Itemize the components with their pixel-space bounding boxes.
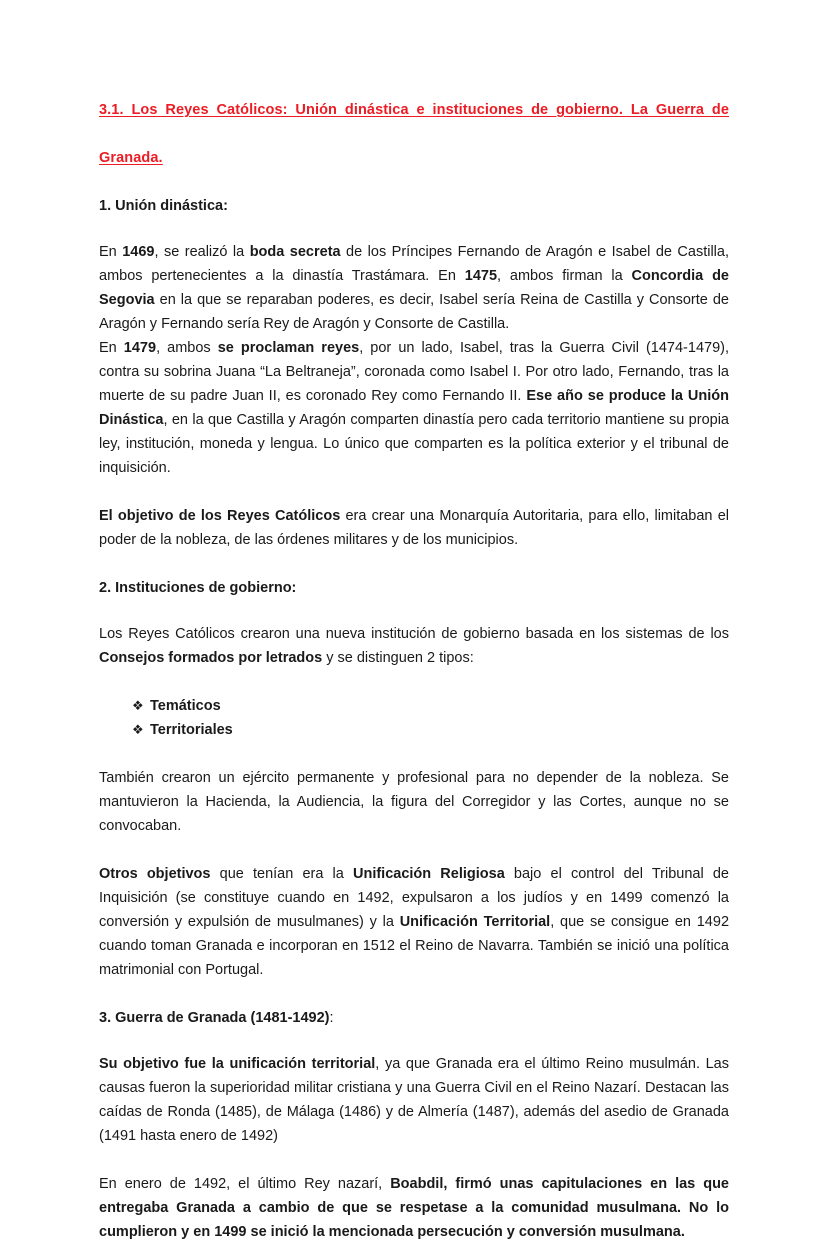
spacer [99,480,729,504]
text-run-bold: Ese año se produce la Unión Dinástica [99,388,729,428]
spacer [99,218,729,240]
paragraph-union-dinastica-2 [99,336,729,480]
text-run-bold: Otros objetivos [99,866,211,882]
text-run: , se realizó la [154,244,250,260]
text-run-bold: Unificación Territorial [399,914,551,930]
text-run-bold: Su objetivo fue la unificación territorial [99,1056,376,1072]
heading-text-tail: : [329,1010,334,1026]
text-run: , en la que Castilla y Aragón comparten dinastía pero cada territorio mantiene su propia ley, institución, moneda y lengua. Lo único que comparten es la política exterior y el tribunal de inquisición. [99,412,729,476]
text-run: que tenían era la [210,866,353,882]
spacer [99,600,729,622]
paragraph-union-dinastica-1 [99,240,729,336]
heading-text-bold: 3. Guerra de Granada (1481-1492) [99,1010,330,1026]
diamond-bullet-icon: ❖ [132,698,144,713]
list-item-label: Temáticos [150,698,221,714]
document-content [99,98,729,1244]
text-run: En [99,244,123,260]
list-item [99,694,729,718]
text-run-bold: se proclaman reyes [217,340,360,356]
text-run: , ya que Granada era el último Reino musulmán. Las causas fueron la superioridad militar cristiana y una Guerra Civil en el Reino Nazarí. Destacan las caídas de Ronda (1485), de Málaga (1486) y de Almería (1487), además del asedio de Granada (1491 hasta enero de 1492) [99,1056,730,1144]
text-run-bold: 1469 [122,244,155,260]
spacer [99,1148,729,1172]
paragraph-ejercito-permanente: También crearon un ejército permanente y profesional para no depender de la nobleza. Se mantuvieron la Hacienda, la Audiencia, la figura del Corregidor y las Cortes, aunque no se convocaban. [99,770,729,834]
text-run-bold: boda secreta [249,244,341,260]
text-run: de los Príncipes Fernando de Aragón e Isabel de Castilla, ambos pertenecientes a la dinastía Trastámara. En [99,244,729,284]
text-run: , que se consigue en 1492 cuando toman Granada e incorporan en 1512 el Reino de Navarra. También se inició una política matrimonial con Portugal. [99,914,730,978]
paragraph-guerra-granada-1 [99,1052,729,1148]
heading-guerra-granada [99,1006,729,1030]
document-title-line-1: 3.1. Los Reyes Católicos: Unión dinástica e instituciones de gobierno. La Guerra de [99,102,729,118]
spacer [99,742,729,766]
text-run: Los Reyes Católicos crearon una nueva institución de gobierno basada en los sistemas de los [99,626,729,642]
paragraph-otros-objetivos [99,862,729,982]
diamond-bullet-icon: ❖ [132,722,144,737]
text-run: y se distinguen 2 tipos: [322,650,474,666]
list-item [99,718,729,742]
heading-union-dinastica: 1. Unión dinástica: [99,198,228,214]
document-title-line-2: Granada. [99,150,163,166]
text-run: , ambos firman la [497,268,632,284]
text-run: bajo el control del Tribunal de Inquisición (se constituye cuando en 1492, expulsaron a los judíos y en 1499 comenzó la conversión y expulsión de musulmanes) y la [99,866,729,930]
text-run-bold: Unificación Religiosa [353,866,505,882]
list-item-label: Territoriales [150,722,233,738]
text-run-bold: El objetivo de los Reyes Católicos [99,508,341,524]
text-run: En [99,340,124,356]
spacer [99,670,729,694]
text-run: , ambos [156,340,218,356]
text-run-bold: 1479 [123,340,157,356]
spacer [99,838,729,862]
text-run: en la que se reparaban poderes, es decir, Isabel sería Reina de Castilla y Consorte de Aragón y Fernando sería Rey de Aragón y Consorte de Castilla. [99,292,729,332]
text-run-bold: Concordia de Segovia [99,268,729,308]
text-run: , por un lado, Isabel, tras la Guerra Civil (1474-1479), contra su sobrina Juana “La Beltraneja”, coronada como Isabel I. Por otro lado, Fernando, tras la muerte de su padre Juan II, es coronado Rey como Fernando II. [99,340,730,404]
paragraph-objetivo-reyes-catolicos [99,504,729,552]
text-run: En enero de 1492, el último Rey nazarí, [99,1176,391,1192]
text-run-bold: Consejos formados por letrados [99,650,323,666]
text-run-bold: Boabdil, firmó unas capitulaciones en las que entregaba Granada a cambio de que se respetase a la comunidad musulmana. No lo cumplieron y en 1499 se inició la mencionada persecución y conversión musulmana. [99,1176,729,1240]
spacer [99,1030,729,1052]
paragraph-instituciones-1 [99,622,729,670]
text-run: era crear una Monarquía Autoritaria, para ello, limitaban el poder de la nobleza, de las órdenes militares y de los municipios. [99,508,730,548]
spacer [99,170,729,194]
heading-instituciones-gobierno: 2. Instituciones de gobierno: [99,580,297,596]
paragraph-capitulaciones-boabdil [99,1172,729,1244]
spacer [99,552,729,576]
spacer [99,982,729,1006]
document-title [99,98,729,170]
text-run-bold: 1475 [464,268,498,284]
consejos-list [99,694,729,742]
